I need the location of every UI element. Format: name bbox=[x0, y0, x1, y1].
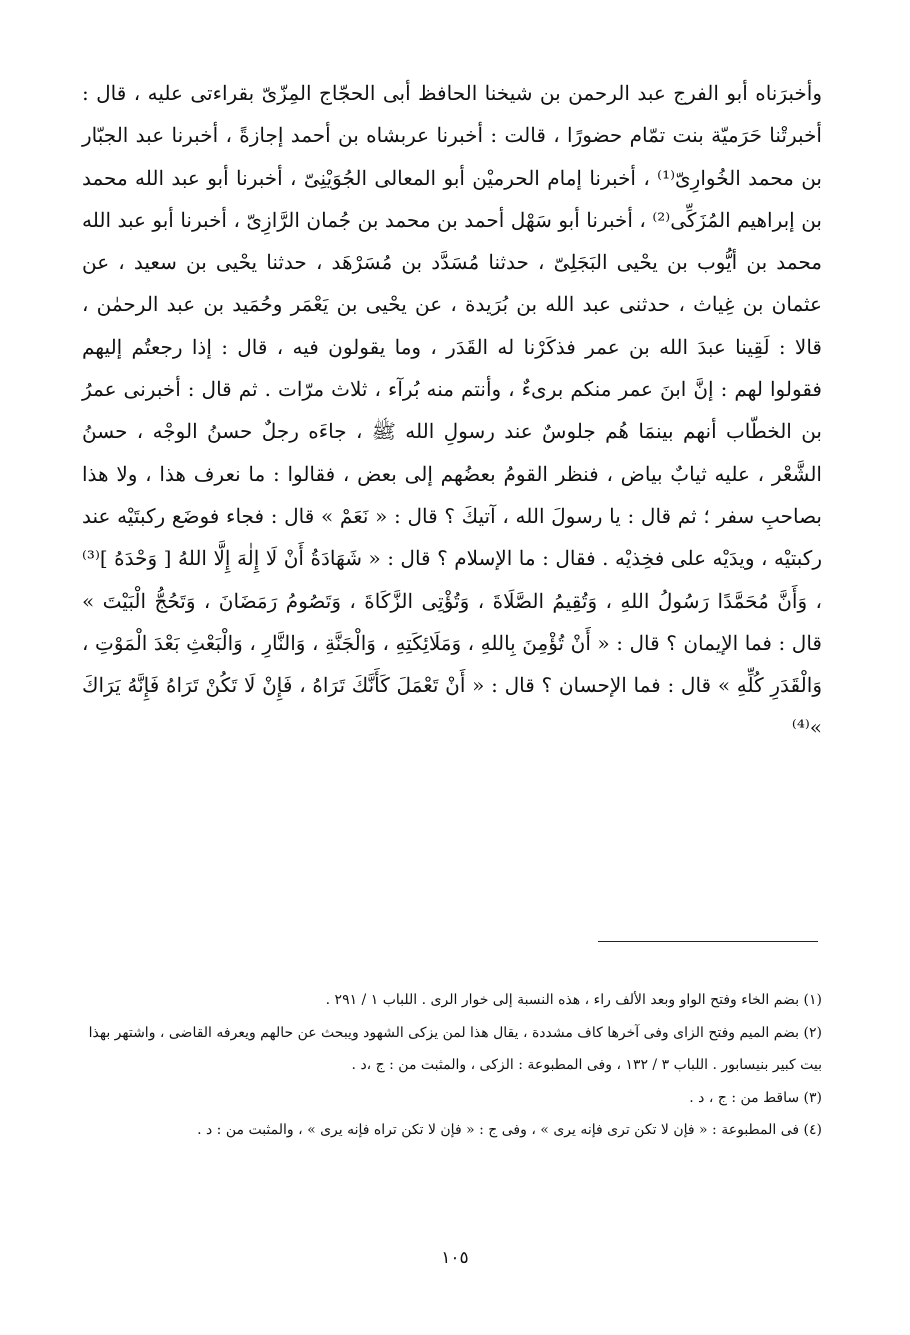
main-text-block bbox=[82, 72, 822, 749]
footnotes bbox=[80, 984, 822, 1147]
page-number: ١٠٥ bbox=[441, 1248, 469, 1268]
footnote-3: (٣) ساقط من : ج ، د . bbox=[689, 1089, 822, 1106]
footnote-2: (٢) بضم الميم وفتح الزاى وفى آخرها كاف مشددة ، يقال هذا لمن يزكى الشهود ويبحث عن حالهم ويعرفه القاضى ، واشتهر بهذا بيت كبير بنيسابور . اللباب ٣ / ١٣٢ ، وفى المطبوعة : الزكى ، والمثبت من : ج ،د . bbox=[88, 1024, 822, 1073]
footnote-separator bbox=[598, 941, 818, 942]
footnote-4: (٤) فى المطبوعة : « فإن لا تكن ترى فإنه يرى » ، وفى ج : « فإن لا تكن تراه فإنه يرى » ، والمثبت من : د . bbox=[197, 1122, 822, 1138]
hadith-paragraph: وأخبرَناه أبو الفرج عبد الرحمن بن شيخنا الحافظ أبى الحجّاج المِزّىّ بقراءتى عليه ، قال : أخبرتْنا حَرَميّة بنت تمّام حضورًا ، قالت : أخبرنا عربشاه بن أحمد إجازةً ، أخبرنا عبد الجبّار بن محمد الخُوارِىّ⁽¹⁾ ، أخبرنا إمام الحرميْن أبو المعالى الجُوَيْنِىّ ، أخبرنا أبو عبد الله محمد بن إبراهيم المُزَكِّى⁽²⁾ ، أخبرنا أبو سَهْل أحمد بن محمد بن جُمان الرَّازِىّ ، أخبرنا أبو عبد الله محمد بن أيُّوب بن يحْيى البَجَلِىّ ، حدثنا مُسَدَّد بن مُسَرْهَد ، حدثنا يحْيى بن سعيد ، عن عثمان بن غِياث ، حدثنى عبد الله بن بُرَيدة ، عن يحْيى بن يَعْمَر وحُمَيد بن عبد الرحمٰن ، قالا : لَقِينا عبدَ الله بن عمر فذكَرْنا له القَدَر ، وما يقولون فيه ، قال : إذا رجعتُم إليهم فقولوا لهم : إنَّ ابنَ عمر منكم برىءٌ ، وأنتم منه بُرآء ، ثلاث مرّات . ثم قال : أخبرنى عمرُ بن الخطّاب أنهم بينمَا هُم جلوسٌ عند رسولِ الله ﷺ ، جاءَه رجلٌ حسنُ الوجْه ، حسنُ الشَّعْر ، عليه ثيابٌ بياض ، فنظر القومُ بعضُهم إلى بعض ، فقالوا : ما نعرف هذا ، ولا هذا بصاحبِ سفر ؛ ثم قال : يا رسولَ الله ، آتيكَ ؟ قال : « نَعَمْ » قال : فجاء فوضَع ركبتَيْه عند ركبتيْه ، ويدَيْه على فخِذيْه . فقال : ما الإسلام ؟ قال : « شَهَادَةُ أَنْ لَا إِلٰهَ إِلَّا اللهُ [ وَحْدَهُ ]⁽³⁾ ، وَأَنَّ مُحَمَّدًا رَسُولُ اللهِ ، وَتُقِيمُ الصَّلَاةَ ، وَتُؤْتِى الزَّكَاةَ ، وَتَصُومُ رَمَضَانَ ، وَتَحُجُّ الْبَيْتَ » قال : فما الإيمان ؟ قال : « أَنْ تُؤْمِنَ بِاللهِ ، وَمَلَائِكَتِهِ ، وَالْجَنَّةِ ، وَالنَّارِ ، وَالْبَعْثِ بَعْدَ الْمَوْتِ ، وَالْقَدَرِ كُلِّهِ » قال : فما الإحسان ؟ قال : « أَنْ تَعْمَلَ كَأَنَّكَ تَرَاهُ ، فَإِنْ لَا تَكُنْ تَرَاهُ فَإِنَّهُ يَرَاكَ »⁽⁴⁾ bbox=[82, 81, 822, 740]
footnote-1: (١) بضم الخاء وفتح الواو وبعد الألف راء ، هذه النسبة إلى خوار الرى . اللباب ١ / ٢٩١ . bbox=[325, 992, 822, 1008]
